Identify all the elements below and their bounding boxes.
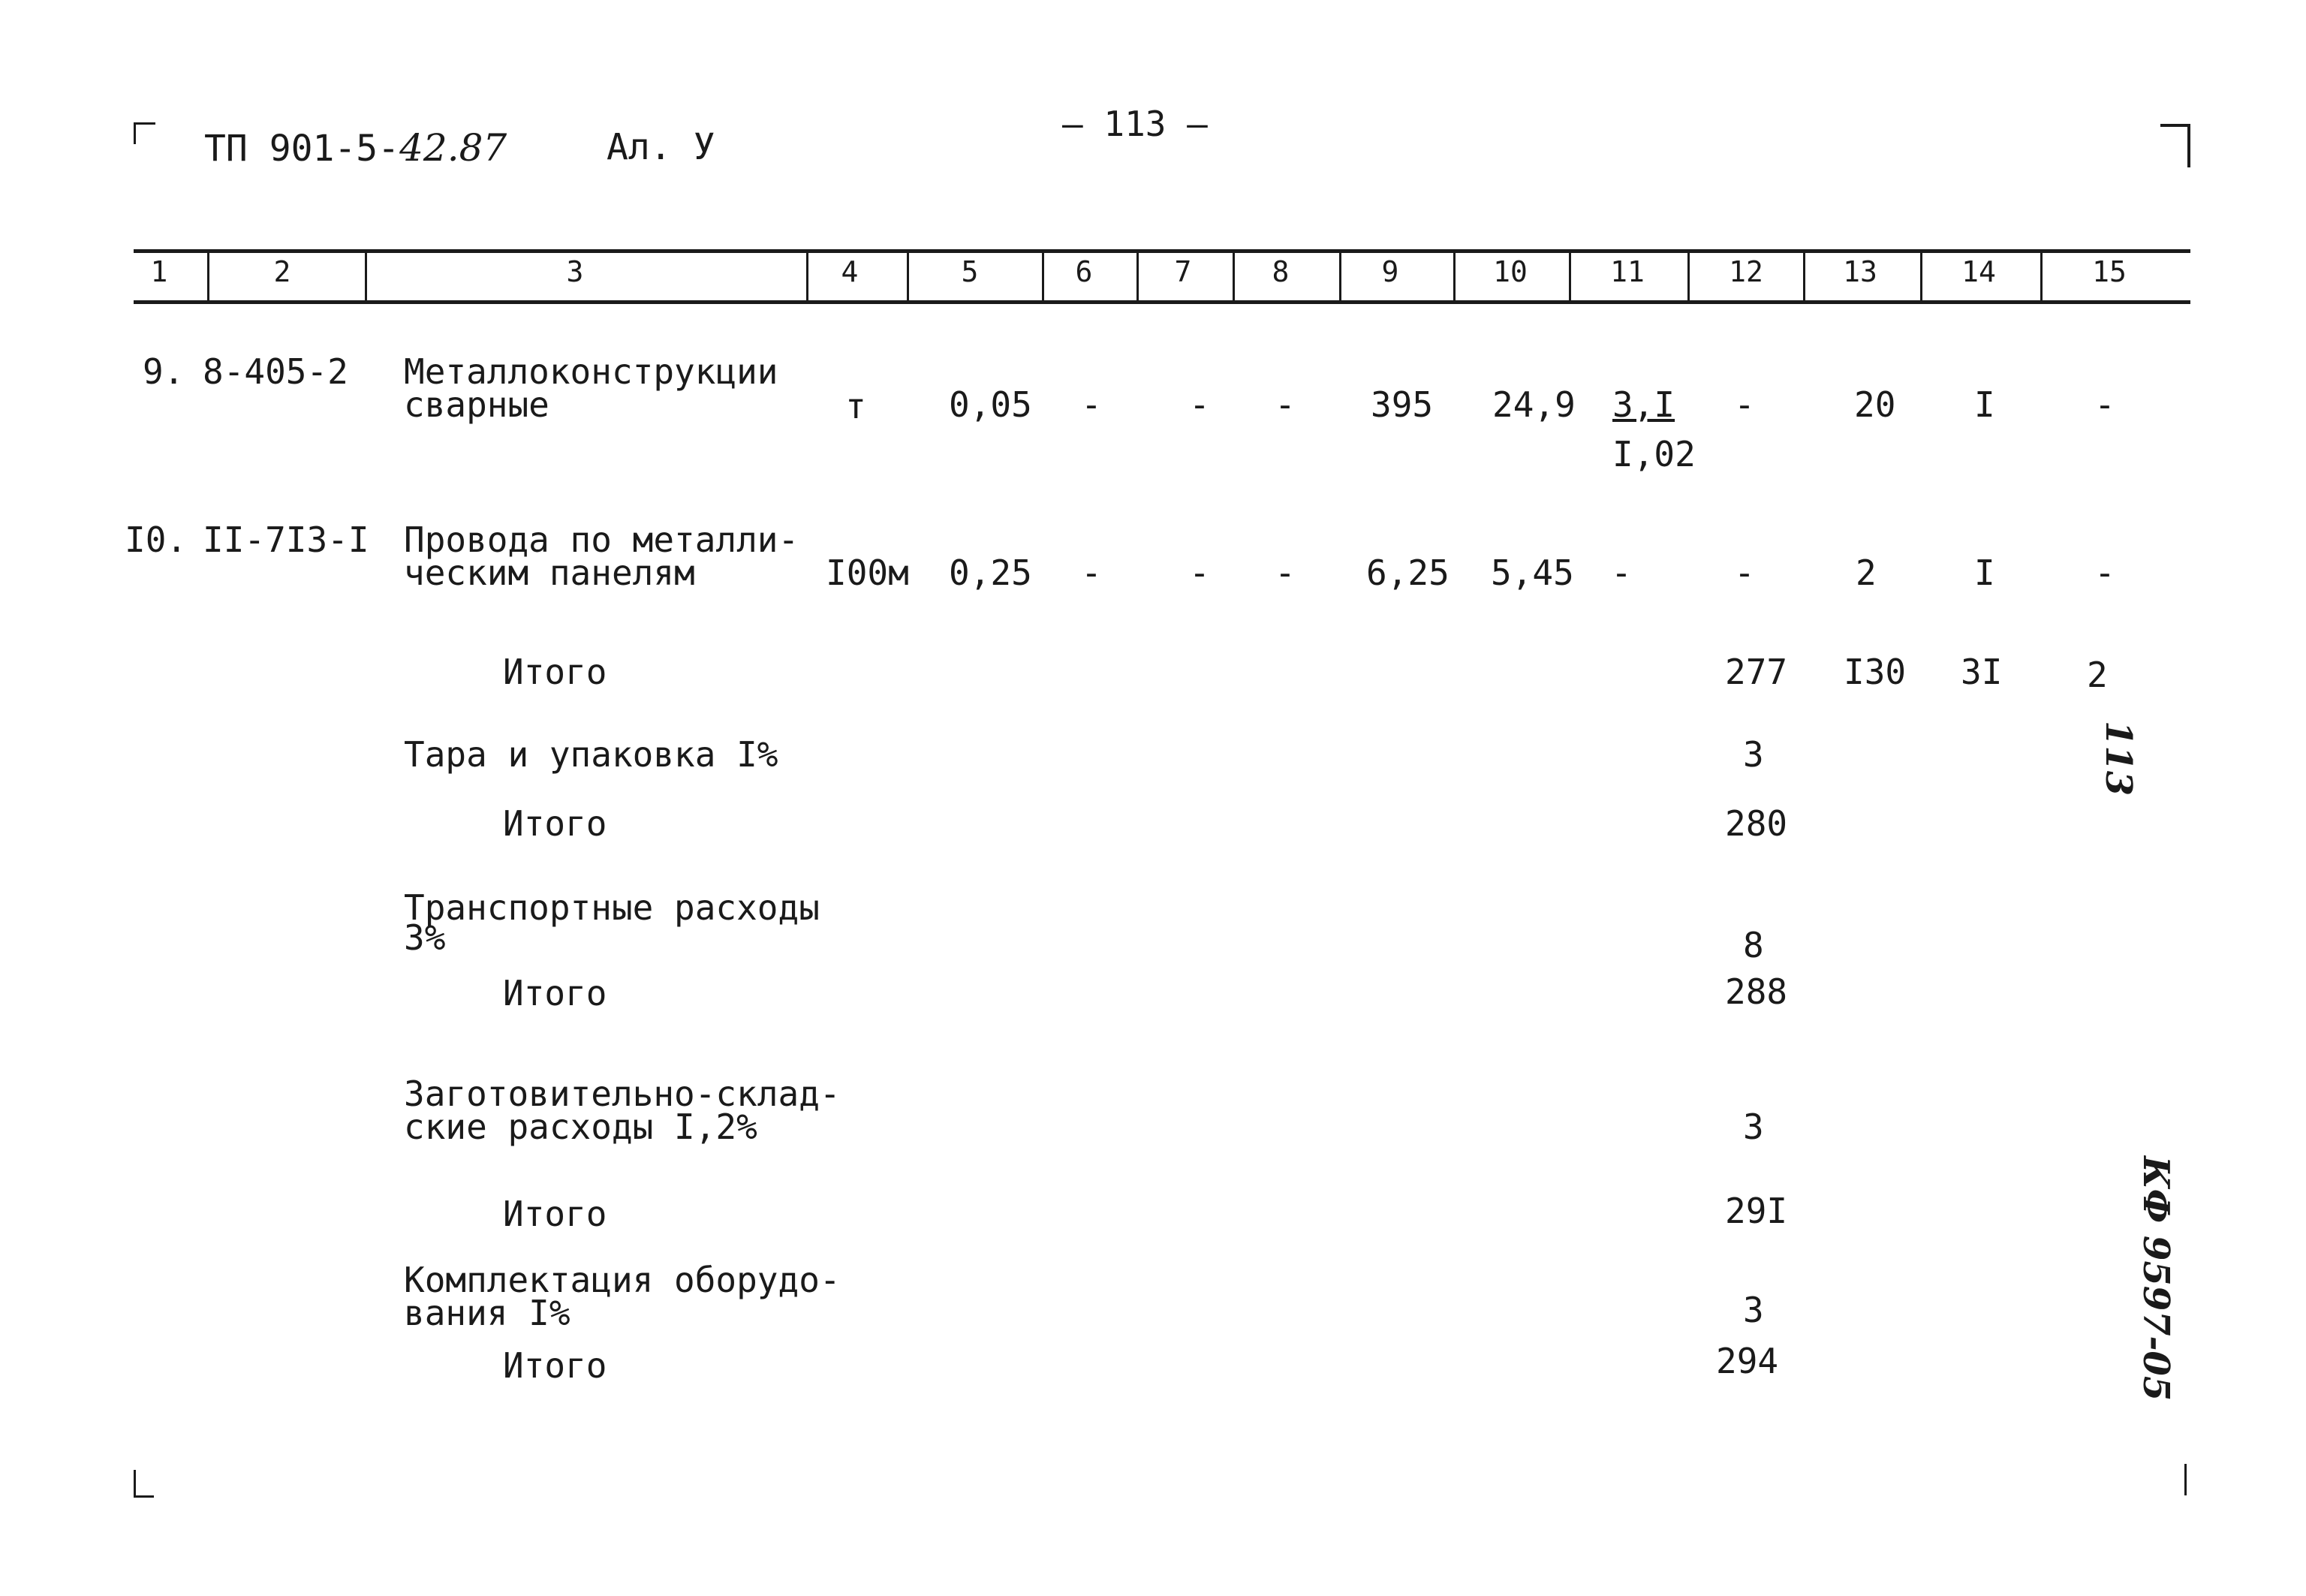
row-name-line1: Провода по металли- [404,519,799,560]
summary-col12: 3 [1743,1107,1764,1147]
column-divider-1 [207,251,209,302]
row-col12: - [1734,553,1755,593]
column-header-7: 7 [1174,255,1192,288]
row-col15: - [2094,553,2115,593]
column-header-4: 4 [841,255,859,288]
column-divider-9 [1453,251,1456,302]
column-divider-11 [1687,251,1690,302]
column-header-6: 6 [1075,255,1093,288]
summary-col15: 2 [2087,655,2108,695]
summary-col12: 280 [1725,803,1788,844]
column-divider-2 [365,251,367,302]
summary-col12: 294 [1716,1341,1779,1381]
column-header-9: 9 [1381,255,1399,288]
column-header-3: 3 [566,255,584,288]
column-header-2: 2 [273,255,291,288]
margin-archive-number: КФ 9597-05 [2135,1156,2177,1402]
column-header-5: 5 [961,255,979,288]
row-name-line2: сварные [404,384,549,425]
column-divider-10 [1569,251,1571,302]
row-unit: т [845,386,866,426]
column-divider-13 [1920,251,1922,302]
summary-col12: 29I [1725,1191,1788,1231]
summary-col12: 288 [1725,971,1788,1012]
column-header-15: 15 [2092,255,2127,288]
corner-mark-bottom-left [134,1470,154,1498]
margin-page-mark: 113 [2097,721,2139,796]
column-divider-14 [2040,251,2043,302]
corner-mark-top-left [134,122,155,144]
row-col6: - [1081,384,1102,425]
row-col15: - [2094,384,2115,425]
summary-label-line1: Заготовительно-склад- [404,1074,841,1114]
summary-col14: 3I [1961,652,2003,692]
column-header-12: 12 [1729,255,1763,288]
summary-col13: I30 [1844,652,1907,692]
row-code: II-7I3-I [203,519,369,560]
row-col10: 5,45 [1491,553,1574,593]
summary-col12: 3 [1743,734,1764,775]
row-col11-denominator: I,02 [1612,434,1696,474]
row-unit: I00м [826,553,909,593]
summary-label-line1: Транспортные расходы [404,887,820,928]
column-header-14: 14 [1961,255,1996,288]
column-divider-12 [1803,251,1805,302]
row-col11-numerator: 3,I [1612,384,1675,425]
summary-col12: 277 [1725,652,1788,692]
summary-label-line2: ские расходы I,2% [404,1107,757,1147]
column-divider-8 [1339,251,1341,302]
document-code [204,126,507,170]
row-col12: - [1734,384,1755,425]
document-code-handwritten: 42.87 [399,126,507,170]
row-col10: 24,9 [1492,384,1576,425]
summary-label-line1: Комплектация оборудо- [404,1260,841,1300]
summary-label: Итого [503,1345,607,1386]
table-header-top-rule [134,249,2190,253]
column-header-13: 13 [1843,255,1877,288]
column-divider-3 [806,251,808,302]
album-label: Ал. У [607,126,715,168]
corner-mark-bottom-right [2184,1464,2187,1495]
summary-label: Итого [503,652,607,692]
column-header-8: 8 [1272,255,1290,288]
column-divider-5 [1042,251,1044,302]
row-col6: - [1081,553,1102,593]
row-name-line1: Металлоконструкции [404,351,778,392]
summary-label: Тара и упаковка I% [404,734,778,775]
row-number: 9. [143,351,185,392]
column-header-1: 1 [150,255,168,288]
row-col7: - [1189,384,1210,425]
column-divider-4 [907,251,909,302]
row-col8: - [1275,553,1296,593]
page-number: — 113 — [1062,104,1208,144]
row-col13: 20 [1854,384,1896,425]
document-code-prefix: ТП 901-5- [204,128,400,170]
row-col9: 395 [1371,384,1434,425]
row-col13: 2 [1856,553,1877,593]
column-divider-6 [1136,251,1139,302]
row-name-line2: ческим панелям [404,553,695,593]
row-col9: 6,25 [1366,553,1450,593]
summary-label: Итого [503,803,607,844]
summary-label-line2: вания I% [404,1293,570,1333]
row-col8: - [1275,384,1296,425]
row-number: I0. [125,519,188,560]
row-col14: I [1974,384,1995,425]
column-divider-7 [1233,251,1235,302]
summary-col12: 8 [1743,925,1764,965]
column-header-10: 10 [1493,255,1528,288]
table-header-bottom-rule [134,300,2190,304]
summary-label-line2: 3% [404,917,446,958]
row-col7: - [1189,553,1210,593]
row-col14: I [1974,553,1995,593]
summary-label: Итого [503,973,607,1013]
corner-mark-top-right [2160,124,2190,167]
row-col5: 0,05 [949,384,1032,425]
row-code: 8-405-2 [203,351,348,392]
summary-col12: 3 [1743,1290,1764,1330]
row-col11: - [1611,553,1632,593]
summary-label: Итого [503,1194,607,1234]
column-header-11: 11 [1610,255,1645,288]
row-col5: 0,25 [949,553,1032,593]
